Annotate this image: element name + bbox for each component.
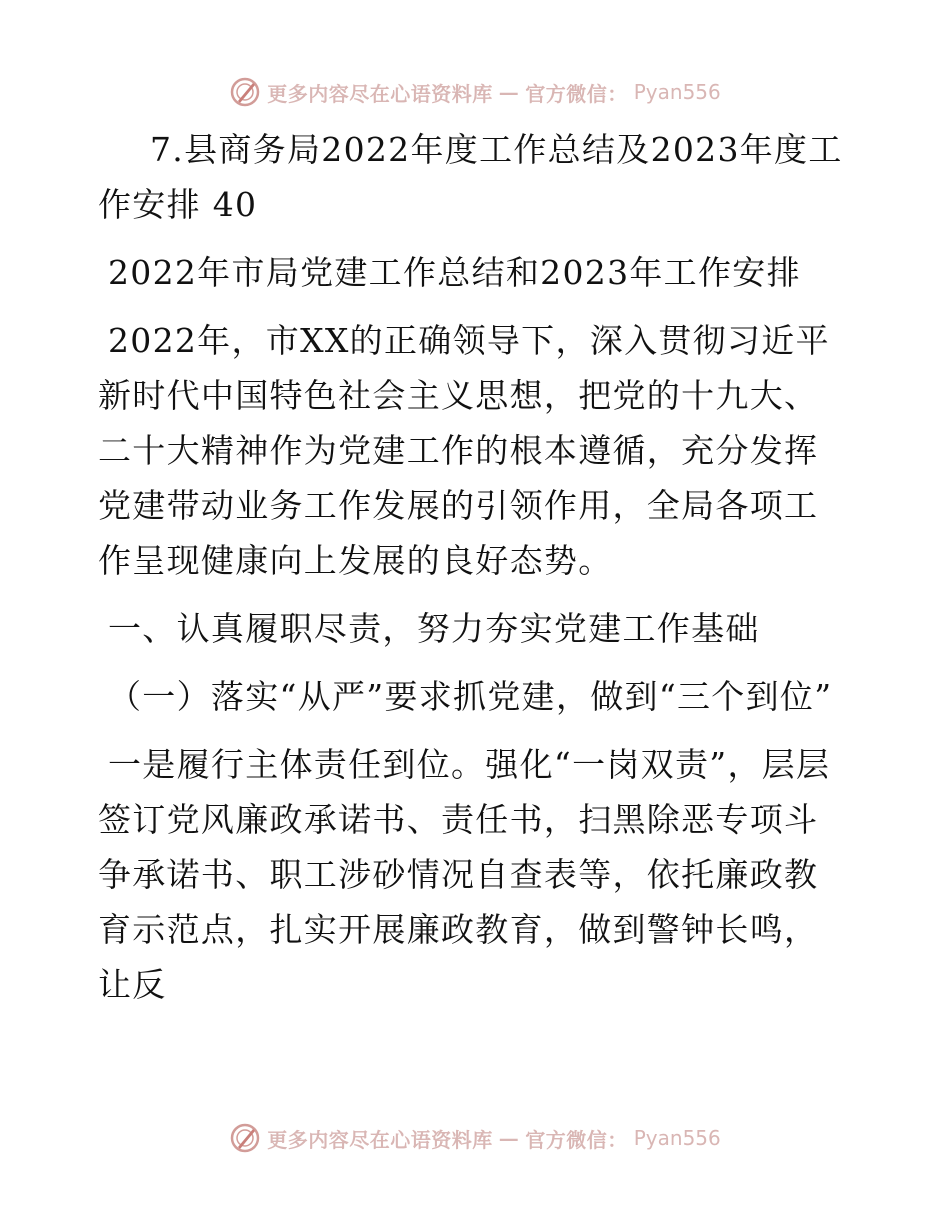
watermark-footer [0, 1118, 950, 1158]
watermark-wechat-id: Pyan556 [633, 80, 721, 104]
pen-logo-icon [229, 1122, 261, 1154]
watermark-header [0, 72, 950, 112]
toc-item: 7.县商务局2022年度工作总结及2023年度工作安排 40 [98, 130, 843, 224]
watermark-wechat-label: 官方微信： [525, 81, 628, 106]
watermark-main-text: 更多内容尽在心语资料库 [267, 81, 493, 106]
pen-logo-icon [229, 76, 261, 108]
watermark-dash: — [498, 80, 520, 104]
watermark-dash: — [498, 1126, 520, 1150]
watermark-main-text: 更多内容尽在心语资料库 [267, 1127, 493, 1152]
document-body [98, 122, 850, 1012]
section-heading: 一、认真履职尽责，努力夯实党建工作基础 [108, 609, 760, 648]
body-paragraph: 一是履行主体责任到位。强化“一岗双责”，层层签订党风廉政承诺书、责任书，扫黑除恶专项斗争承诺书、职工涉砂情况自查表等，依托廉政教育示范点，扎实开展廉政教育，做到警钟长鸣，让反 [98, 745, 831, 1004]
watermark-wechat-label: 官方微信： [525, 1127, 628, 1152]
intro-paragraph: 2022年，市XX的正确领导下，深入贯彻习近平新时代中国特色社会主义思想，把党的十九大、二十大精神作为党建工作的根本遵循，充分发挥党建带动业务工作发展的引领作用，全局各项工作呈现健康向上发展的良好态势。 [98, 321, 830, 580]
subsection-heading: （一）落实“从严”要求抓党建，做到“三个到位” [108, 677, 833, 716]
document-title: 2022年市局党建工作总结和2023年工作安排 [108, 253, 801, 292]
watermark-wechat-id: Pyan556 [633, 1126, 721, 1150]
